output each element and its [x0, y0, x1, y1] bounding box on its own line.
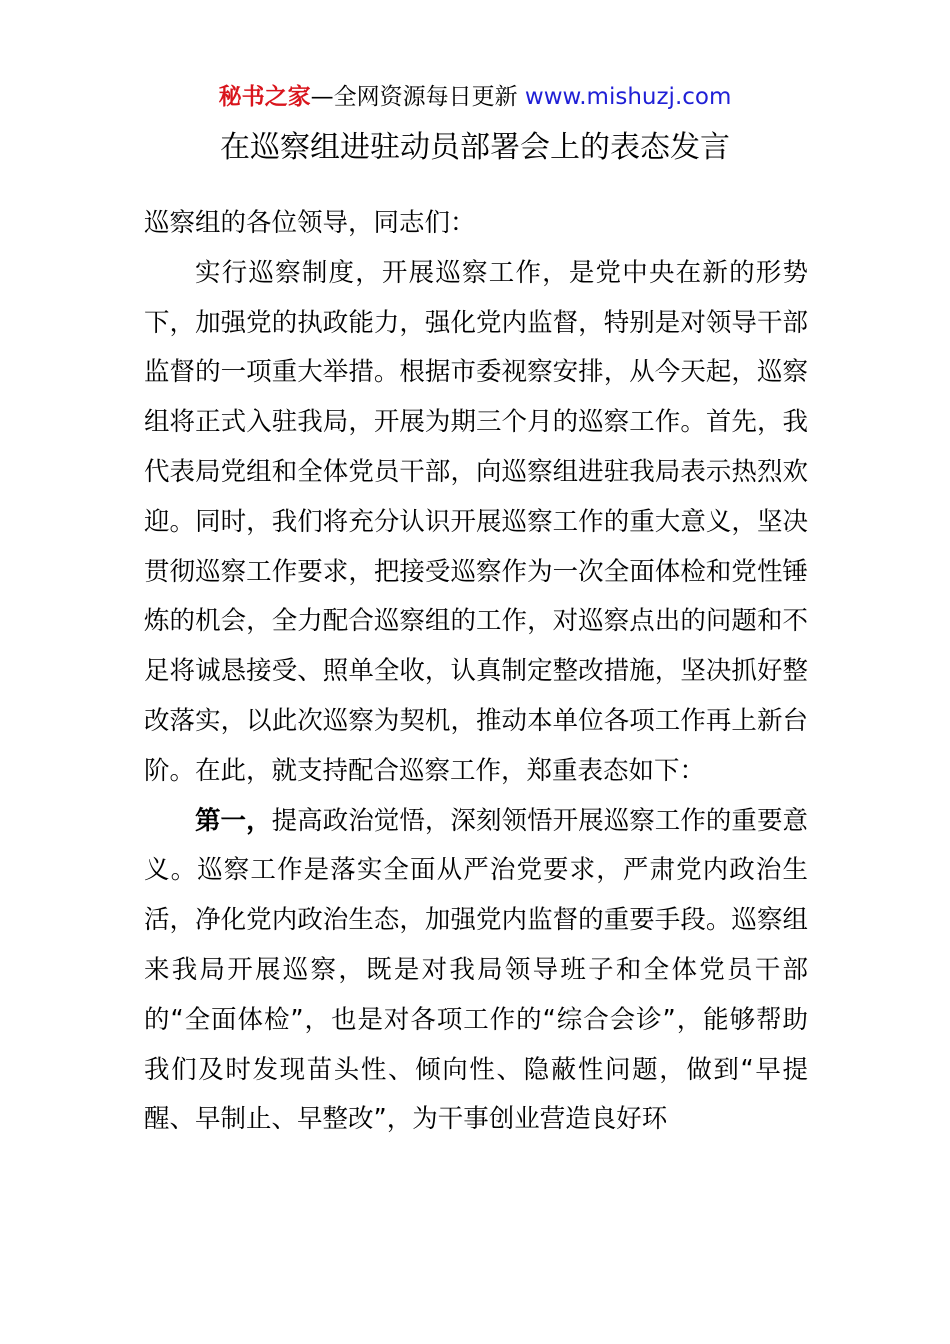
paragraph-text: 实行巡察制度，开展巡察工作，是党中央在新的形势下，加强党的执政能力，强化党内监督，特别是对领导干部监督的一项重大举措。根据市委视察安排，从今天起，巡察组将正式入驻我局，开展为期三个月的巡察工作。首先，我代表局党组和全体党员干部，向巡察组进驻我局表示热烈欢迎。同时，我们将充分认识开展巡察工作的重大意义，坚决贯彻巡察工作要求，把接受巡察作为一次全面体检和党性锤炼的机会，全力配合巡察组的工作，对巡察点出的问题和不足将诚恳接受、照单全收，认真制定整改措施，坚决抓好整改落实，以此次巡察为契机，推动本单位各项工作再上新台阶。在此，就支持配合巡察工作，郑重表态如下：	[144, 257, 808, 786]
salutation: 巡察组的各位领导，同志们：	[144, 208, 476, 238]
paragraph-lead: 第一，	[195, 805, 272, 836]
site-brand: 秘书之家	[218, 84, 311, 110]
paragraph-first-point	[144, 797, 808, 1146]
document-body	[144, 199, 808, 1145]
paragraph-intro	[144, 249, 808, 797]
paragraph-text: 提高政治觉悟，深刻领悟开展巡察工作的重要意义。巡察工作是落实全面从严治党要求，严肃党内政治生活，净化党内政治生态，加强党内监督的重要手段。巡察组来我局开展巡察，既是对我局领导班子和全体党员干部的“全面体检”，也是对各项工作的“综合会诊”，能够帮助我们及时发现苗头性、倾向性、隐蔽性问题，做到“早提醒、早制止、早整改”，为干事创业营造良好环	[144, 805, 808, 1135]
site-url-link[interactable]: www.mishuzj.com	[524, 84, 732, 110]
site-tagline: —全网资源每日更新	[310, 84, 525, 110]
site-header	[0, 80, 950, 114]
document-title: 在巡察组进驻动员部署会上的表态发言	[220, 130, 730, 165]
